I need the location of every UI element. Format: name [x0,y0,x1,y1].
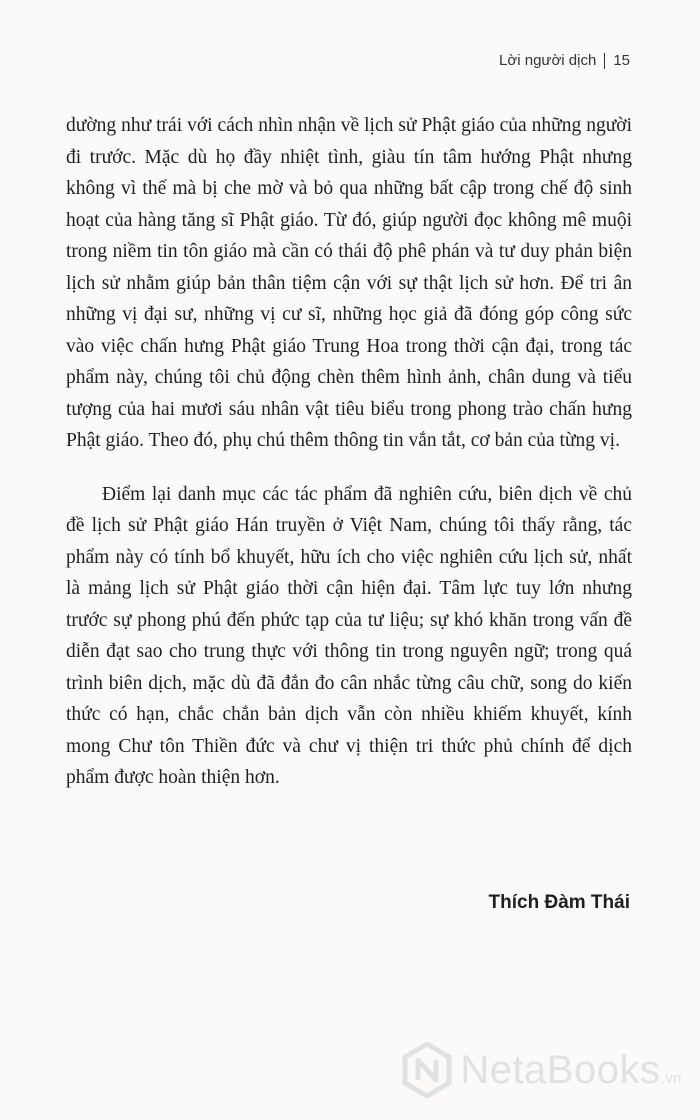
body-text [66,110,632,794]
translator-signature: Thích Đàm Thái [488,892,630,913]
running-head [499,52,630,69]
watermark-brand: NetaBooks [460,1047,661,1092]
watermark-text [460,1048,682,1093]
netabooks-logo-icon [402,1042,452,1098]
running-title: Lời người dịch [499,52,597,69]
watermark [402,1042,682,1098]
running-head-divider [604,53,605,69]
paragraph: Điểm lại danh mục các tác phẩm đã nghiên cứu, biên dịch về chủ đề lịch sử Phật giáo Hán truyền ở Việt Nam, chúng tôi thấy rằng, tác phẩm này có tính bổ khuyết, hữu ích cho việc nghiên cứu lịch sử, nhất là mảng lịch sử Phật giáo thời cận hiện đại. Tâm lực tuy lớn nhưng trước sự phong phú đến phức tạp của tư liệu; sự khó khăn trong vấn đề diễn đạt sao cho trung thực với thông tin trong nguyên ngữ; trong quá trình biên dịch, mặc dù đã đắn đo cân nhắc từng câu chữ, song do kiến thức có hạn, chắc chắn bản dịch vẫn còn nhiều khiếm khuyết, kính mong Chư tôn Thiền đức và chư vị thiện tri thức phủ chính để dịch phẩm được hoàn thiện hơn. [66,483,632,788]
paragraph: dường như trái với cách nhìn nhận về lịch sử Phật giáo của những người đi trước. Mặc dù họ đầy nhiệt tình, giàu tín tâm hướng Phật nhưng không vì thế mà bị che mờ và bỏ qua những bất cập trong chế độ sinh hoạt của hàng tăng sĩ Phật giáo. Từ đó, giúp người đọc không mê muội trong niềm tin tôn giáo mà cần có thái độ phê phán và tư duy phản biện lịch sử nhằm giúp bản thân tiệm cận với sự thật lịch sử hơn. Để tri ân những vị đại sư, những vị cư sĩ, những học giả đã đóng góp công sức vào việc chấn hưng Phật giáo Trung Hoa trong thời cận đại, trong tác phẩm này, chúng tôi chủ động chèn thêm hình ảnh, chân dung và tiểu tượng của hai mươi sáu nhân vật tiêu biểu trong phong trào chấn hưng Phật giáo. Theo đó, phụ chú thêm thông tin vắn tắt, cơ bản của từng vị. [66,115,632,451]
watermark-suffix: .vn [660,1069,682,1087]
page-number: 15 [613,52,630,69]
